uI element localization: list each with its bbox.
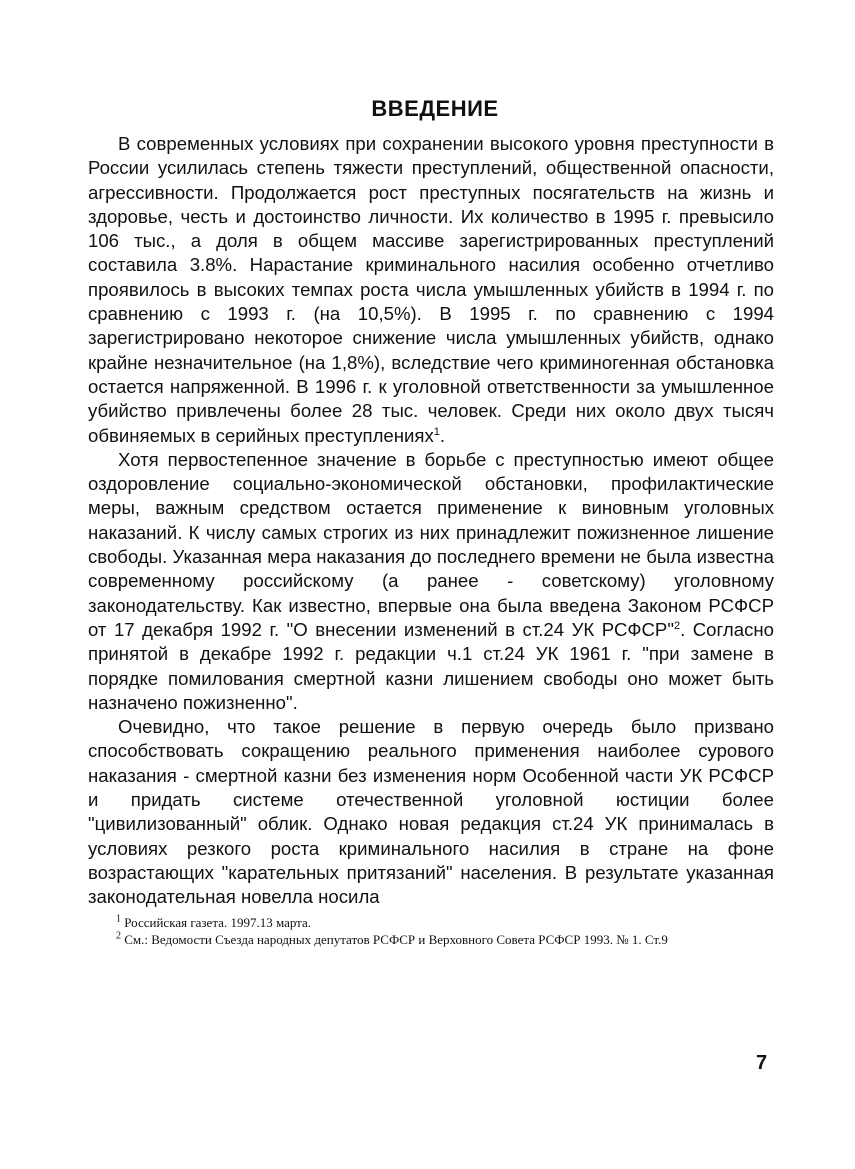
- footnote-2-mark: 2: [116, 930, 121, 942]
- paragraph-2-text-after: . Согласно принятой в декабре 1992 г. редакции ч.1 ст.24 УК 1961 г. "при замене в порядке помилования смертной казни лишением свободы оно может быть назначено пожизненно".: [88, 618, 774, 713]
- paragraph-3-text: Очевидно, что такое решение в первую очередь было призвано способствовать сокращению реального применения наиболее сурового наказания - смертной казни без изменения норм Особенной части УК РСФСР и придать системе отечественной уголовной юстиции более "цивилизованный" облик. Однако новая редакция ст.24 УК принималась в условиях резкого роста криминального насилия в стране на фоне возрастающих "карательных притязаний" населения. В результате указанная законодательная новелла носила: [88, 716, 774, 908]
- footnote-1-mark: 1: [116, 913, 121, 925]
- footnote-2: [88, 931, 774, 948]
- footnote-ref-2: 2: [673, 619, 681, 632]
- paragraph-2: [88, 448, 774, 715]
- footnote-2-text: См.: Ведомости Съезда народных депутатов РСФСР и Верховного Совета РСФСР 1993. № 1. Ст.9: [124, 931, 668, 947]
- paragraph-1: В современных условиях при сохранении высокого уровня преступности в России усилилась степень тяжести преступлений, общественной опасности, агрессивности. Продолжается рост преступных посягательств на жизнь и здоровье, честь и достоинство личности. Их количество в 1995 г. превысило 106 тыс., а доля в общем массиве зарегистрированных преступлений составила 3.8%. Нарастание криминального насилия особенно отчетливо проявилось в высоких темпах роста числа умышленных убийств в 1994 г. по сравнению с 1993 г. (на 10,5%). В 1995 г. по сравнению с 1994 зарегистрировано некоторое снижение числа умышленных убийств, однако крайне незначительное (на 1,8%), вследствие чего криминогенная обстановка остается напряженной. В 1996 г. к уголовной ответственности за умышленное убийство привлечены более 28 тыс. человек. Среди них около двух тысяч обвиняемых в серийных преступлениях$^1$.: [88, 133, 774, 446]
- paragraph-1-text: В современных условиях при сохранении высокого уровня преступности в России усилилась степень тяжести преступлений, общественной опасности, агрессивности. Продолжается рост преступных посягательств на жизнь и здоровье, честь и достоинство личности. Их количество в 1995 г. превысило 106 тыс., а доля в общем массиве зарегистрированных преступлений составила 3.8%. Нарастание криминального насилия особенно отчетливо проявилось в высоких темпах роста числа умышленных убийств в 1994 г. по сравнению с 1993 г. (на 10,5%). В 1995 г. по сравнению с 1994 зарегистрировано некоторое снижение числа умышленных убийств, однако крайне незначительное (на 1,8%), вследствие чего криминогенная обстановка остается напряженной. В 1996 г. к уголовной ответственности за умышленное убийство привлечены более 28 тыс. человек. Среди них около двух тысяч обвиняемых в серийных преступлениях: [88, 133, 774, 446]
- page-content: [88, 96, 774, 948]
- paragraph-3: [88, 715, 774, 909]
- footnote-1-text: Российская газета. 1997.13 марта.: [124, 914, 312, 930]
- footnote-ref-1: 1: [433, 425, 440, 438]
- page-title: ВВЕДЕНИЕ: [371, 96, 499, 121]
- page-number: 7: [756, 1052, 768, 1074]
- footnote-1: [88, 914, 774, 931]
- footnotes: [88, 914, 774, 948]
- paragraph-2-text-before: Хотя первостепенное значение в борьбе с преступностью имеют общее оздоровление социально-экономической обстановки, профилактические меры, важным средством остается применение к виновным уголовных наказаний. К числу самых строгих из них принадлежит пожизненное лишение свободы. Указанная мера наказания до последнего времени не была известна современному российскому (а ранее - советскому) уголовному законодательству. Как известно, впервые она была введена Законом РСФСР от 17 декабря 1992 г. "О внесении изменений в ст.24 УК РСФСР": [88, 448, 774, 640]
